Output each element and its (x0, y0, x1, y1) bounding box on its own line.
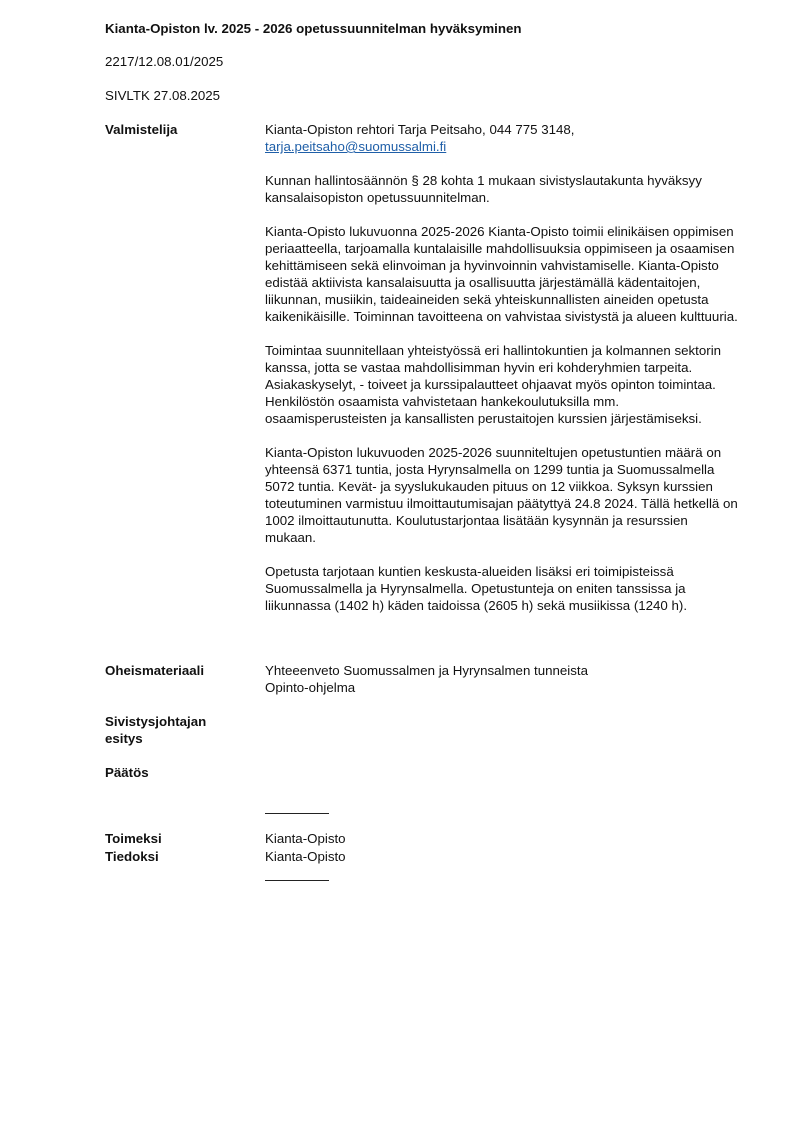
proposal-label: Sivistysjohtajan esitys (105, 714, 207, 746)
body-paragraph-3: Toimintaa suunnitellaan yhteistyössä eri hallintokuntien ja kolmannen sektorin kanssa, jotta se vastaa mahdollisimman hyvin eri kohderyhmien tarpeita. Asiakaskyselyt, - toiveet ja kurssipalautteet ohjaavat myös opinton toimintaa. Henkilöstön osaamista vahvistetaan hankekoulutuksilla mm. osaamisperusteisten ja kansallisten perustaitojen kurssien järjestämiseksi. (265, 343, 722, 426)
document-number: 2217/12.08.01/2025 (105, 54, 224, 69)
assignment-label: Toimeksi (105, 831, 162, 846)
attachment-item: Yhteeenveto Suomussalmen ja Hyrynsalmen tunneista (265, 663, 588, 678)
body-paragraph-2: Kianta-Opisto lukuvuonna 2025-2026 Kianta-Opisto toimii elinikäisen oppimisen periaatteella, tarjoamalla kuntalaisille mahdollisuuksia oppimiseen ja osaamisen kehittämiseen sekä elinvoiman ja hyvinvoinnin vahvistamiselle. Kianta-Opisto edistää aktiivista kansalaisuutta ja osallisuutta järjestämällä kädentaitojen, liikunnan, musiikin, taideaineiden sekä yhteiskunnallisten aineiden opetusta kaikenikäisille. Toiminnan tavoitteena on vahvistaa sivistystä ja alueen kulttuuria. (265, 224, 738, 324)
body-paragraph-4: Kianta-Opiston lukuvuoden 2025-2026 suunniteltujen opetustuntien määrä on yhteensä 6371 tuntia, josta Hyrynsalmella on 1299 tuntia ja Suomussalmella 5072 tuntia. Kevät- ja syyslukukauden pituus on 12 viikkoa. Syksyn kurssien toteutuminen varmistuu ilmoittautumisajan päätyttyä 24.8 2024. Tällä hetkellä on 1002 ilmoittautunutta. Koulutustarjontaa lisätään kysynnän ja resurssien mukaan. (265, 445, 738, 545)
document-title: Kianta-Opiston lv. 2025 - 2026 opetussuunnitelman hyväksyminen (105, 21, 522, 36)
body-paragraph-1: Kunnan hallintosäännön § 28 kohta 1 mukaan sivistyslautakunta hyväksyy kansalaisopiston opetussuunnitelman. (265, 173, 702, 205)
body-paragraph-5: Opetusta tarjotaan kuntien keskusta-alueiden lisäksi eri toimipisteissä Suomussalmella ja Hyrynsalmella. Opetustunteja on eniten tanssissa ja liikunnassa (1402 h) käden taidoissa (2605 h) sekä musiikissa (1240 h). (265, 564, 688, 613)
preparer-label: Valmistelija (105, 122, 178, 137)
separator-line (265, 813, 329, 814)
preparer-name: Kianta-Opiston rehtori Tarja Peitsaho, 044 775 3148, (265, 122, 575, 137)
attachments-list (265, 662, 740, 696)
notification-label: Tiedoksi (105, 849, 159, 864)
attachments-label: Oheismateriaali (105, 663, 205, 678)
separator-line (265, 880, 329, 881)
notification-value: Kianta-Opisto (265, 849, 346, 864)
preparer-section (265, 121, 740, 614)
meeting-info: SIVLTK 27.08.2025 (105, 88, 221, 103)
attachment-item: Opinto-ohjelma (265, 680, 356, 695)
preparer-email-link[interactable]: tarja.peitsaho@suomussalmi.fi (265, 139, 447, 154)
assignment-value: Kianta-Opisto (265, 831, 346, 846)
decision-label: Päätös (105, 765, 149, 780)
